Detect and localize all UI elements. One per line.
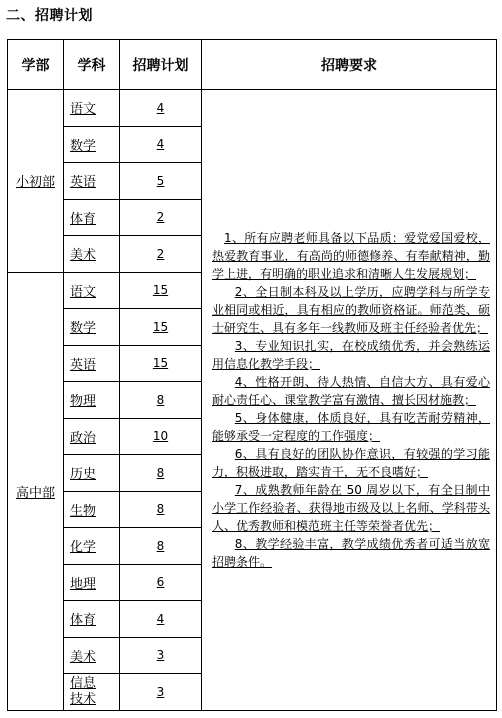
recruitment-plan-table <box>7 39 497 711</box>
table-header-row <box>8 40 497 90</box>
subject-cell: 体育 <box>64 601 120 638</box>
plan-cell: 4 <box>120 90 202 127</box>
subject-cell: 生物 <box>64 491 120 528</box>
header-requirements: 招聘要求 <box>202 40 497 90</box>
header-dept: 学部 <box>8 40 64 90</box>
plan-cell: 5 <box>120 163 202 200</box>
plan-cell: 15 <box>120 309 202 346</box>
plan-cell: 4 <box>120 601 202 638</box>
plan-cell: 10 <box>120 418 202 455</box>
table-row <box>8 90 497 127</box>
plan-cell: 8 <box>120 528 202 565</box>
subject-cell: 信息 技术 <box>64 674 120 711</box>
subject-cell: 地理 <box>64 564 120 601</box>
subject-cell: 英语 <box>64 163 120 200</box>
requirement-item: 6、具有良好的团队协作意识，有较强的学习能力，积极进取，踏实肯干，无不良嗜好； <box>212 446 490 479</box>
subject-cell: 政治 <box>64 418 120 455</box>
section-title: 二、招聘计划 <box>6 8 93 24</box>
requirement-item: 8、教学经验丰富，教学成绩优秀者可适当放宽招聘条件。 <box>212 536 490 569</box>
plan-cell: 3 <box>120 637 202 674</box>
requirement-item: 1、所有应聘老师具备以下品质：爱党爱国爱校，热爱教育事业，有高尚的师德修养、有奉献精神，勤学上进，有明确的职业追求和清晰人生发展规划； <box>212 230 490 281</box>
plan-cell: 15 <box>120 272 202 309</box>
requirement-item: 4、性格开朗、待人热情、自信大方、具有爱心耐心责任心、课堂教学富有激情、擅长因材施教； <box>212 374 490 407</box>
header-subject: 学科 <box>64 40 120 90</box>
subject-cell: 物理 <box>64 382 120 419</box>
plan-cell: 2 <box>120 236 202 273</box>
subject-cell: 美术 <box>64 236 120 273</box>
header-plan: 招聘计划 <box>120 40 202 90</box>
subject-cell: 数学 <box>64 126 120 163</box>
requirement-item: 2、全日制本科及以上学历，应聘学科与所学专业相同或相近，具有相应的教师资格证。师范类、硕士研究生、具有多年一线教师及班主任经验者优先； <box>212 284 490 335</box>
subject-cell: 数学 <box>64 309 120 346</box>
plan-cell: 6 <box>120 564 202 601</box>
plan-cell: 15 <box>120 345 202 382</box>
plan-cell: 4 <box>120 126 202 163</box>
dept-high-school: 高中部 <box>8 272 64 710</box>
subject-cell: 语文 <box>64 90 120 127</box>
requirements-cell <box>202 90 497 711</box>
requirement-item: 7、成熟教师年龄在 50 周岁以下，有全日制中小学工作经验者、获得地市级及以上名师、学科带头人、优秀教师和模范班主任等荣誉者优先； <box>212 482 490 533</box>
subject-cell: 化学 <box>64 528 120 565</box>
plan-cell: 8 <box>120 455 202 492</box>
plan-cell: 8 <box>120 491 202 528</box>
subject-cell: 语文 <box>64 272 120 309</box>
subject-cell: 历史 <box>64 455 120 492</box>
plan-cell: 8 <box>120 382 202 419</box>
requirement-item: 5、身体健康，体质良好，具有吃苦耐劳精神，能够承受一定程度的工作强度； <box>212 410 490 443</box>
dept-primary: 小初部 <box>8 90 64 273</box>
subject-cell: 美术 <box>64 637 120 674</box>
subject-cell: 体育 <box>64 199 120 236</box>
plan-cell: 3 <box>120 674 202 711</box>
requirement-item: 3、专业知识扎实，在校成绩优秀，并会熟练运用信息化教学手段； <box>212 338 490 371</box>
plan-cell: 2 <box>120 199 202 236</box>
subject-cell: 英语 <box>64 345 120 382</box>
